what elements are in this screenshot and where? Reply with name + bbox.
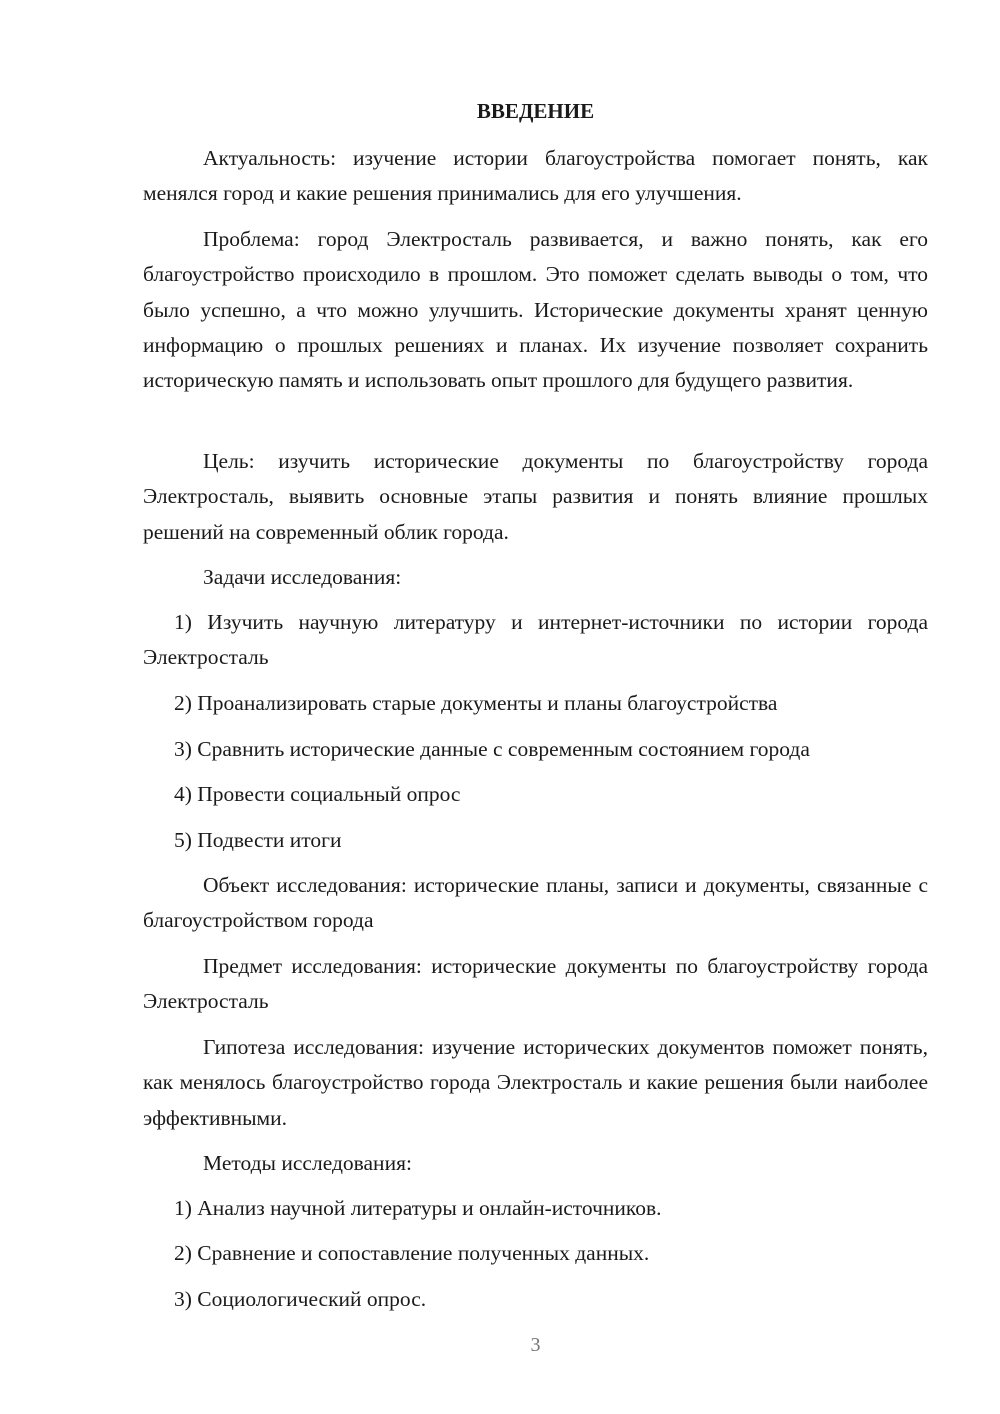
goal-paragraph: Цель: изучить исторические документы по благоустройству города Электросталь, выявить основные этапы развития и понять влияние прошлых решений на современный облик города. [143, 449, 928, 544]
list-item: 2) Проанализировать старые документы и планы благоустройства [174, 691, 778, 715]
list-item: 5) Подвести итоги [174, 828, 342, 852]
subject-paragraph: Предмет исследования: исторические документы по благоустройству города Электросталь [143, 954, 928, 1014]
list-item: 2) Сравнение и сопоставление полученных данных. [174, 1241, 650, 1265]
object-paragraph: Объект исследования: исторические планы, записи и документы, связанные с благоустройством города [143, 873, 928, 933]
page-title: ВВЕДЕНИЕ [476, 99, 595, 123]
list-item: 3) Сравнить исторические данные с современным состоянием города [174, 737, 810, 761]
page-number: 3 [530, 1334, 541, 1356]
relevance-paragraph: Актуальность: изучение истории благоустройства помогает понять, как менялся город и какие решения принимались для его улучшения. [143, 146, 928, 206]
list-item: 4) Провести социальный опрос [174, 782, 461, 806]
methods-heading: Методы исследования: [203, 1151, 412, 1175]
list-item: 3) Социологический опрос. [174, 1287, 427, 1311]
problem-paragraph: Проблема: город Электросталь развивается, и важно понять, как его благоустройство происходило в прошлом. Это поможет сделать выводы о том, что было успешно, а что можно улучшить. Исторические документы хранят ценную информацию о прошлых решениях и планах. Их изучение позволяет сохранить историческую память и использовать опыт прошлого для будущего развития. [143, 227, 928, 393]
hypothesis-paragraph: Гипотеза исследования: изучение исторических документов поможет понять, как менялось благоустройство города Электросталь и какие решения были наиболее эффективными. [143, 1035, 928, 1130]
list-item: 1) Изучить научную литературу и интернет-источники по истории города Электросталь [143, 610, 928, 670]
list-item: 1) Анализ научной литературы и онлайн-источников. [174, 1196, 662, 1220]
tasks-heading: Задачи исследования: [203, 565, 402, 589]
document-page [143, 0, 928, 1414]
